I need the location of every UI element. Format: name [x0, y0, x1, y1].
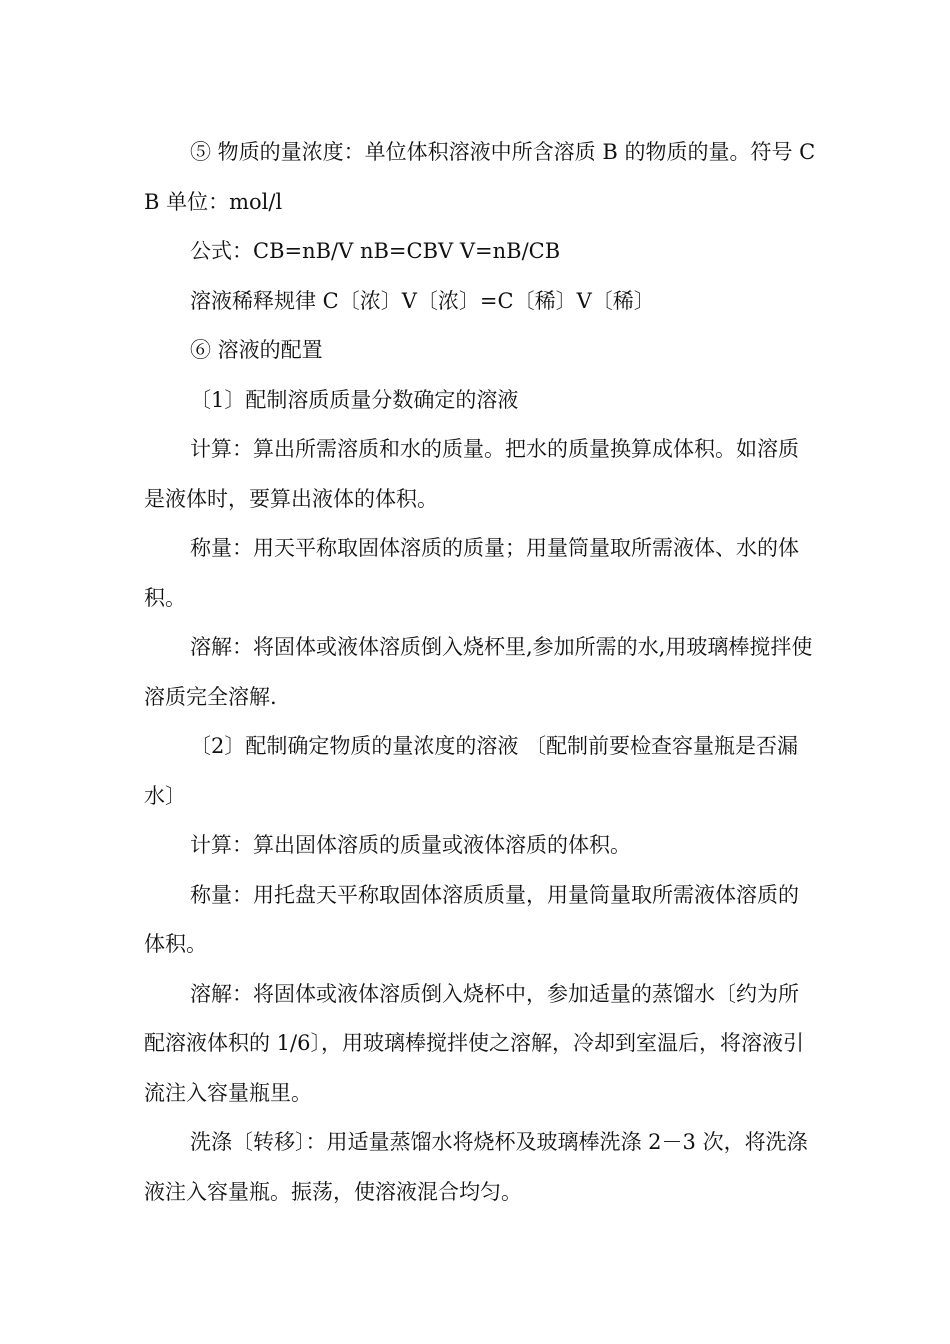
paragraph-wash-transfer: 洗涤〔转移〕：用适量蒸馏水将烧杯及玻璃棒洗涤 2－3 次，将洗涤液注入容量瓶。振荡，使溶液混合均匀。 [144, 1130, 808, 1204]
paragraph-weigh-2: 称量：用托盘天平称取固体溶质质量，用量筒量取所需液体溶质的体积。 [144, 882, 799, 956]
paragraph-dilution-rule: 溶液稀释规律 C〔浓〕V〔浓〕=C〔稀〕V〔稀〕 [190, 288, 655, 313]
paragraph-dissolve-2: 溶解：将固体或液体溶质倒入烧杯中，参加适量的蒸馏水〔约为所配溶液体积的 1/6〕，用玻璃棒搅拌使之溶解，冷却到室温后，将溶液引流注入容量瓶里。 [144, 981, 804, 1105]
document-body [144, 128, 816, 1217]
paragraph-weigh-1: 称量：用天平称取固体溶质的质量；用量筒量取所需液体、水的体积。 [144, 536, 799, 610]
paragraph-solution-preparation-heading: ⑥ 溶液的配置 [190, 338, 323, 362]
paragraph-mass-fraction-heading: 〔1〕配制溶质质量分数确定的溶液 [190, 387, 519, 412]
paragraph-calculate-2: 计算：算出固体溶质的质量或液体溶质的体积。 [190, 833, 631, 857]
paragraph-molar-concentration-heading: 〔2〕配制确定物质的量浓度的溶液 〔配制前要检查容量瓶是否漏水〕 [144, 734, 799, 808]
paragraph-formula: 公式：CB=nB/V nB=CBV V=nB/CB [190, 239, 561, 263]
paragraph-calculate-1: 计算：算出所需溶质和水的质量。把水的质量换算成体积。如溶质是液体时，要算出液体的体积。 [144, 437, 799, 511]
paragraph-concentration-definition: ⑤ 物质的量浓度：单位体积溶液中所含溶质 B 的物质的量。符号 CB 单位：mol/l [144, 140, 816, 214]
paragraph-dissolve-1: 溶解：将固体或液体溶质倒入烧杯里,参加所需的水,用玻璃棒搅拌使溶质完全溶解. [144, 635, 813, 709]
